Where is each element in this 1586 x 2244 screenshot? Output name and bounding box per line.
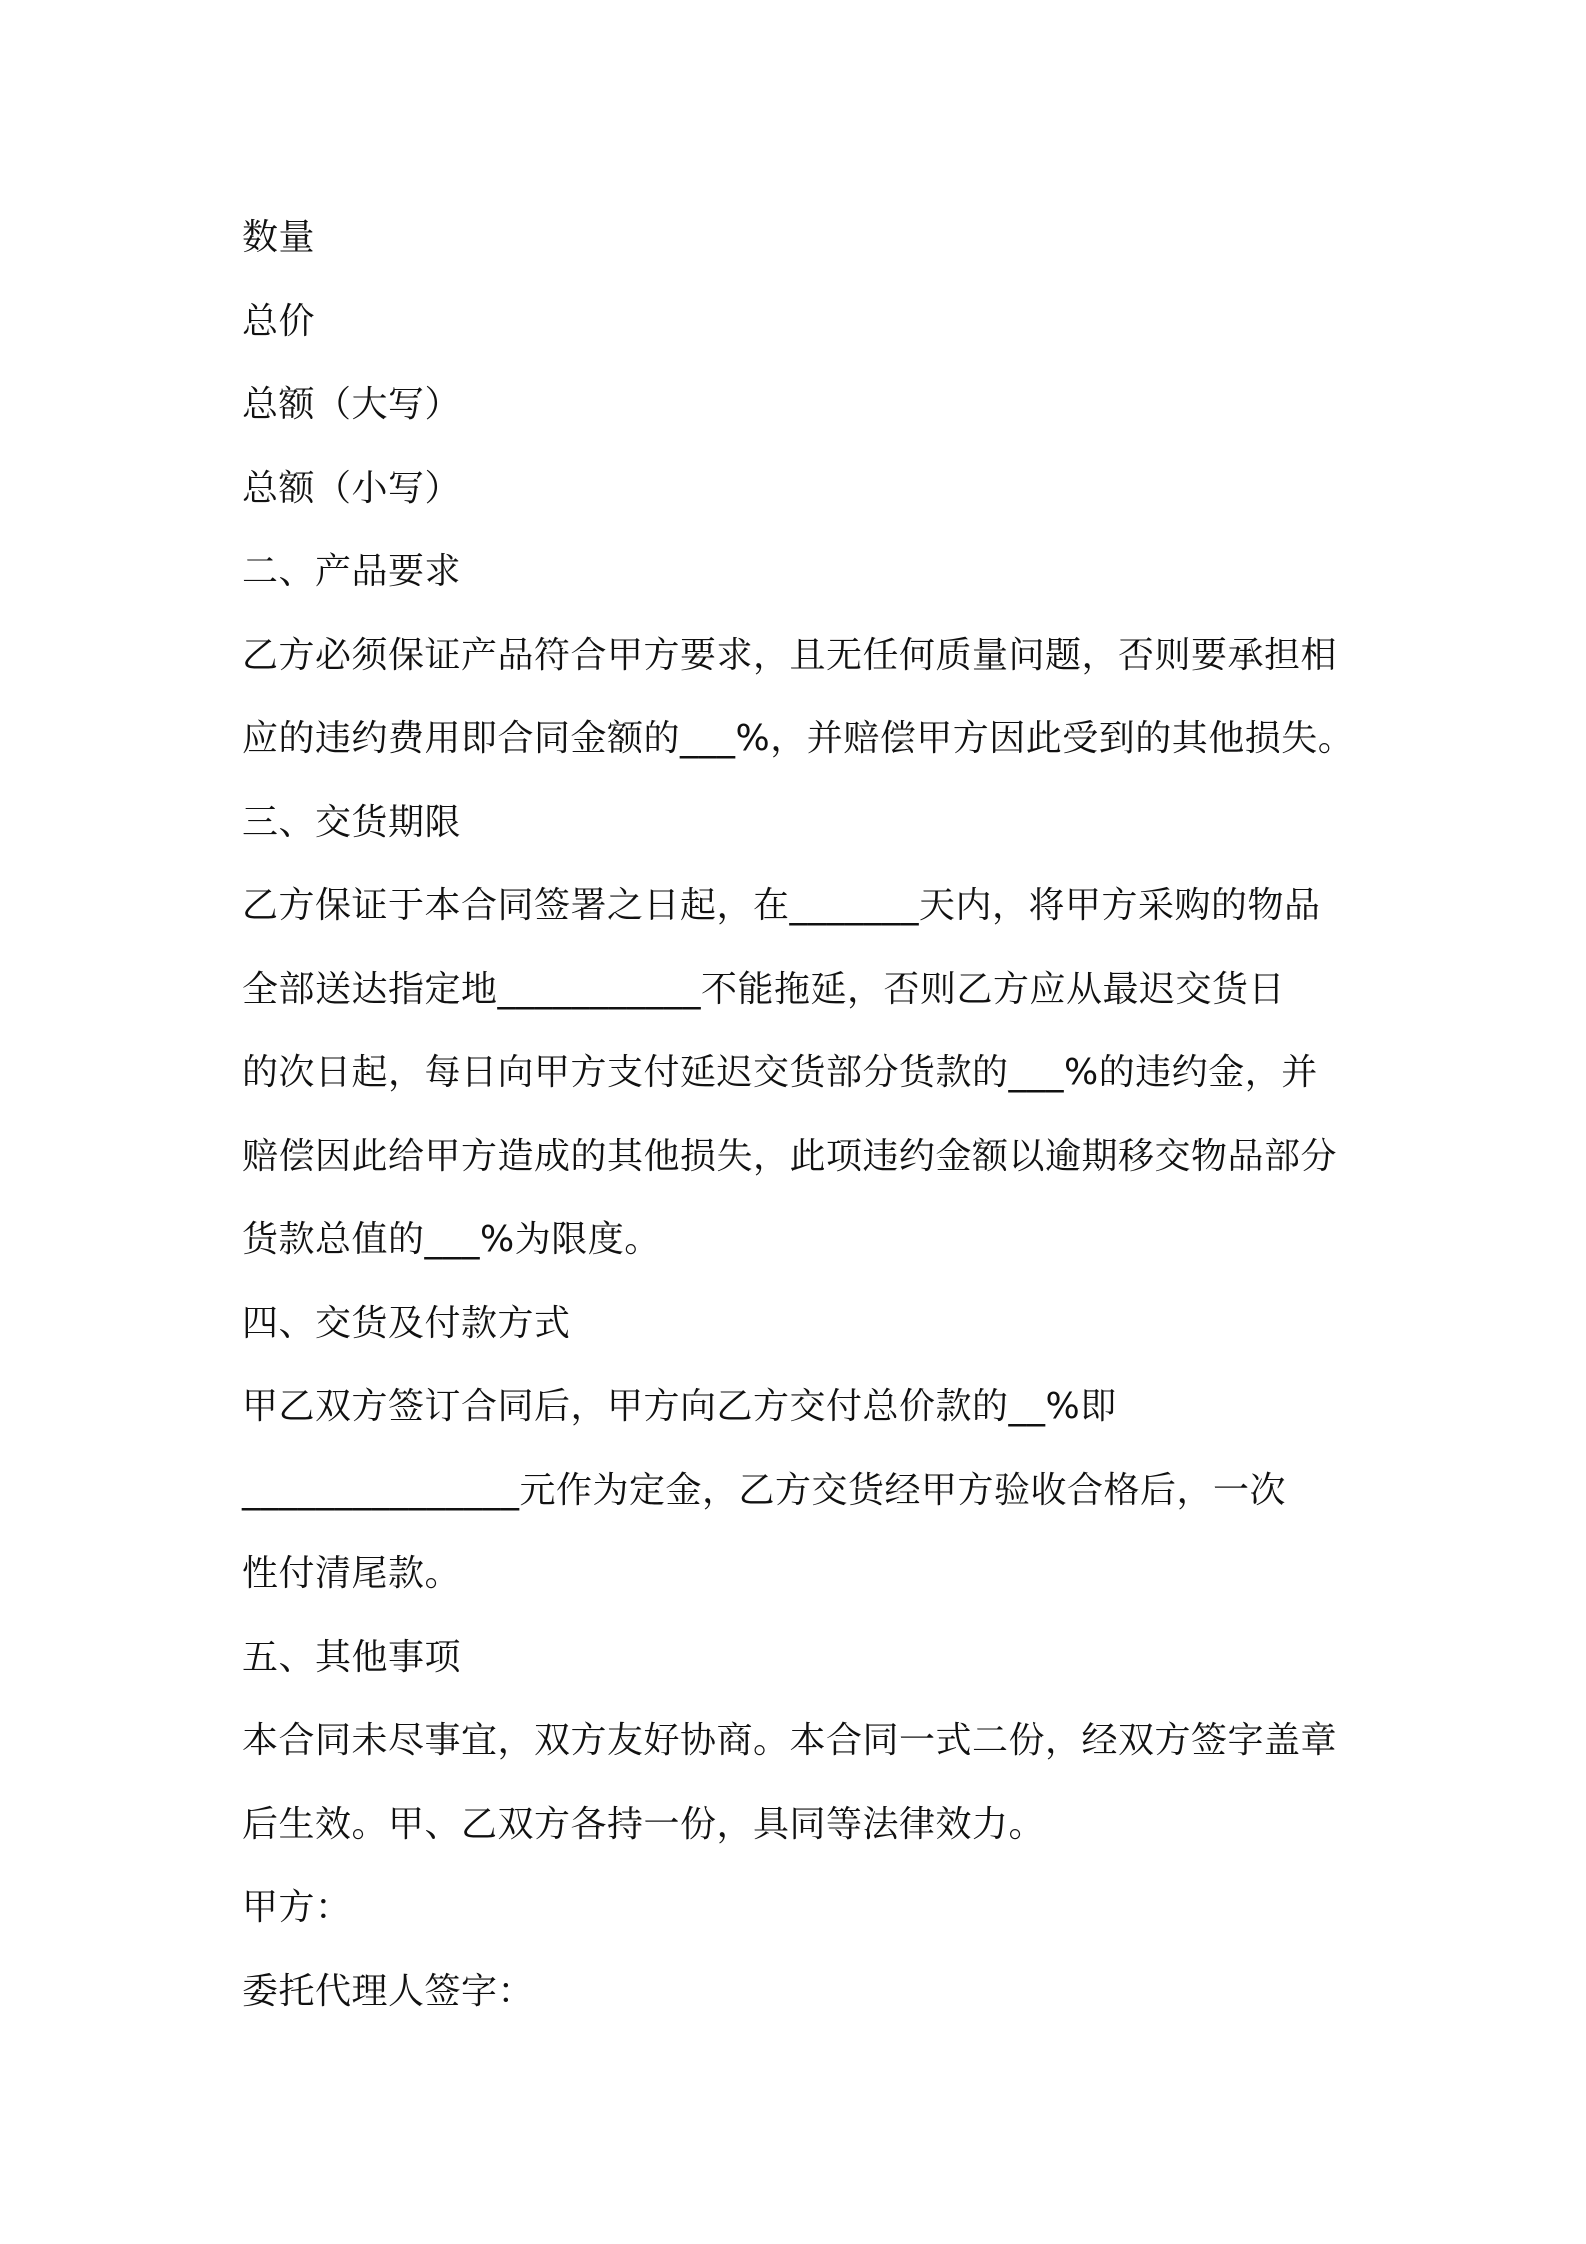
- section-heading-delivery-period: 三、交货期限: [242, 801, 462, 843]
- paragraph-line: 货款总值的___%为限度。: [242, 1219, 661, 1260]
- section-heading-other-matters: 五、其他事项: [242, 1636, 462, 1678]
- paragraph-line: 乙方必须保证产品符合甲方要求，且无任何质量问题，否则要承担相: [242, 634, 1338, 676]
- paragraph-line: 后生效。甲、乙双方各持一份，具同等法律效力。: [242, 1803, 1046, 1845]
- label-total-amount-uppercase: 总额（大写）: [242, 384, 462, 425]
- paragraph-line: 本合同未尽事宜，双方友好协商。本合同一式二份，经双方签字盖章: [242, 1720, 1338, 1761]
- paragraph-line: 赔偿因此给甲方造成的其他损失，此项违约金额以逾期移交物品部分: [242, 1135, 1338, 1177]
- signature-party-a: 甲方：: [242, 1887, 352, 1928]
- paragraph-line: 性付清尾款。: [242, 1553, 462, 1594]
- section-heading-delivery-and-payment: 四、交货及付款方式: [242, 1302, 571, 1344]
- section-heading-product-requirements: 二、产品要求: [242, 551, 462, 592]
- paragraph-line: _______________元作为定金，乙方交货经甲方验收合格后，一次: [242, 1469, 1287, 1511]
- paragraph-line: 乙方保证于本合同签署之日起，在_______天内，将甲方采购的物品: [242, 885, 1321, 926]
- label-quantity: 数量: [242, 217, 316, 258]
- paragraph-line: 甲乙双方签订合同后，甲方向乙方交付总价款的__%即: [242, 1386, 1117, 1427]
- paragraph-line: 全部送达指定地___________不能拖延，否则乙方应从最迟交货日: [242, 968, 1286, 1010]
- document-body: [242, 196, 1362, 2033]
- paragraph-line: 应的违约费用即合同金额的___%，并赔偿甲方因此受到的其他损失。: [242, 718, 1355, 759]
- signature-authorized-agent: 委托代理人签字：: [242, 1970, 535, 2012]
- paragraph-line: 的次日起，每日向甲方支付延迟交货部分货款的___%的违约金，并: [242, 1052, 1318, 1093]
- label-total-amount-lowercase: 总额（小写）: [242, 467, 462, 509]
- label-total-price: 总价: [242, 300, 316, 342]
